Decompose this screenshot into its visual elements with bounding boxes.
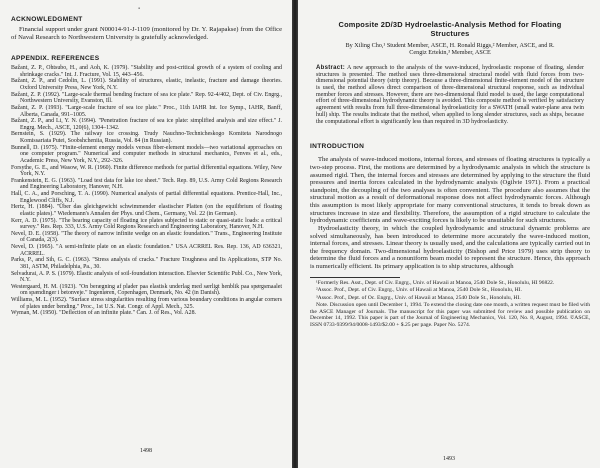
author-line: By Xiling Cho,¹ Student Member, ASCE, H. Ronald Riggs,² Member, ASCE, and R. Cengiz Ertekin,³ Member, ASCE <box>345 42 555 57</box>
reference-item: Hall, C. A., and Porsching, T. A. (1990). Numerical analysis of partial differential equations. Prentice-Hall, Inc., Englewood Cliffs, N.J. <box>11 191 282 204</box>
reference-item: Westergaard, H. M. (1923). "On berægning af plader paa elastisk underlag med særligt henblik paa spørgsmaalet om spændinger i betonveje." Ingeniøren, Copenhagen, Denmark, No. 42 (in Danish). <box>11 283 282 297</box>
intro-paragraph-1: The analysis of wave-induced motions, internal forces, and stresses of floating structures is typically a two-step process. First, the motions are determined by a hydrodynamic analysis in which the structure is assumed rigid. Then, the internal forces and stresses are determined by applying to the structure the fluid pressures and inertia forces calculated in the hydrodynamic analysis (Ogilvie 1971). From a practical standpoint, the decoupling of the two analyses is often convenient. The procedure also assumes that the structural motion as a result of deformational response does not affect hydrodynamic forces. Although this assumption is most likely appropriate for many conventional structures, it tends to break down as structures increase in size and flexibility. Therefore, the assumption of a rigid structure to calculate the hydrodynamic coefficients and wave-exciting forces is likely to be unsuitable for such structures. <box>310 156 590 225</box>
left-page <box>0 0 292 468</box>
footnote-2: ²Assoc. Prof., Dept. of Civ. Engrg., Univ. of Hawaii at Manoa, 2540 Dole St., Honolulu, HI. <box>316 287 522 294</box>
reference-item: Williams, M. L. (1952). "Surface stress singularities resulting from various boundary conditions in angular corners of plates under bending." Proc., 1st U.S. Nat. Congr. of Appl. Mech., 325. <box>11 297 282 310</box>
reference-item: Bažant, Z. P., and Cedolin, L. (1991). Stability of structures, elastic, inelastic, fracture and damage theories. Oxford University Press, New York, N.Y. <box>11 78 282 92</box>
page-tick-icon: ▪ <box>138 6 141 12</box>
reference-item: Wyman, M. (1950). "Deflection of an infinite plate." Can. J. of Res., Vol. A28. <box>11 310 197 317</box>
reference-item: Bažant, Z. P., and Li, Y. N. (1994). "Penetration fracture of sea ice plate: simplified analysis and size effect." J. Engrg. Mech., ASCE, 120(6), 1304–1342. <box>11 118 282 131</box>
abstract-label: Abstract: <box>316 64 346 71</box>
right-page <box>298 0 600 468</box>
reference-item: Hertz, H. (1884). "Über das gleichgewicht schwimmender elastischer Platten (on the equilibrium of floating elastic plates)." Wiedemann's Annalen der Phys. und Chem., Germany, Vol. 22 (in German). <box>11 204 282 217</box>
reference-item: Bernstein, S. (1929). The railway ice crossing. Trudy Nauchno-Technicheskogo Komiteta Narodnogo Komissariata Putei, Soobshcheniia, Russia, Vol. 84 (in Russian). <box>11 131 282 145</box>
page-number-left: 1498 <box>140 448 152 454</box>
reference-item: Bažant, Z. P. (1992). "Large-scale thermal bending fracture of sea ice plate." Rep. 92-4/402, Dept. of Civ. Engrg., Northwestern University, Evanston, Ill. <box>11 91 282 105</box>
intro-paragraph-2: Hydroelasticity theory, in which the coupled hydrodynamic and structural dynamic problems are solved simultaneously, has been introduced to determine more accurately the wave-induced motion, internal forces, and stresses. Linear theory is usually used, and the calculations are typically carried out in the frequency domain. Two-dimensional hydroelasticity (Bishop and Price 1979) uses strip theory to determine the fluid forces and a nonuniform beam model to represent the structure. Hence, this approach is numerically efficient. Its primary application is to ship structures, although <box>310 224 590 271</box>
reference-item: Frankenstein, E. G. (1963). "Load test data for lake ice sheet." Tech. Rep. 89, U.S. Army Cold Regions Research and Engineering Laboratory, Hanover, N.H. <box>11 177 282 191</box>
paper-title: Composite 2D/3D Hydroelastic-Analysis Method for Floating Structures <box>338 20 562 38</box>
reference-list <box>11 65 282 317</box>
footnote-note: Note. Discussion open until December 1, 1994. To extend the closing date one month, a written request must be filed with the ASCE Manager of Journals. The manuscript for this paper was submitted for review and possible publication on December 14, 1992. This paper is part of the Journal of Engineering Mechanics, Vol. 120, No. 8, August, 1994. ©ASCE, ISSN 0733-9399/94/0008-1493/$2.00 + $.25 per page. Paper No. 5274. <box>310 302 590 328</box>
footnote-rule <box>310 277 400 278</box>
acknowledgment-text: Financial support under grant N00014-91-J-1109 (monitored by Dr. Y. Rajapakse) from the Office of Naval Research to Northwestern University is gratefully acknowledged. <box>11 26 282 41</box>
reference-item: Parks, P., and Sih, G. C. (1963). "Stress analysis of cracks." Fracture Toughness and Its Applications, STP No. 381, ASTM, Philadelphia, Pa., 30. <box>11 257 282 270</box>
references-heading: APPENDIX. REFERENCES <box>11 55 100 63</box>
footnote-3: ³Assoc. Prof., Dept. of Oc. Engrg., Univ. of Hawaii at Manoa, 2540 Dole St., Honolulu, HI. <box>316 294 521 301</box>
introduction-heading: INTRODUCTION <box>310 143 365 151</box>
reference-item: Forsythe, G. E., and Wasow, W. R. (1960). Finite difference methods for partial differential equations. Wiley, New York, N.Y. <box>11 164 282 178</box>
reference-item: Nevel, D. E. (1958). "The theory of narrow infinite wedge on an elastic foundation." Trans., Engineering Institute of Canada, 2(3). <box>11 230 282 244</box>
reference-item: Nevel, D. (1965). "A semi-infinite plate on an elastic foundation." USA ACRREL Res. Rep. 136, AD 636321, ACRREL. <box>11 244 282 257</box>
abstract <box>316 65 584 125</box>
acknowledgment-heading: ACKNOWLEDGMENT <box>11 16 83 23</box>
reference-item: Kerr, A. D. (1975). "The bearing capacity of floating ice plates subjected to static or quasi-static loads: a critical survey." Res. Rep. 333, U.S. Army Cold Regions Research and Engineering Laboratory, Hanover, N.H. <box>11 217 282 231</box>
page-number-right: 1493 <box>443 456 455 462</box>
abstract-text: A new approach to the analysis of the wave-induced, hydroelastic response of floating, slender structures is presented. The method uses three-dimensional structural model with fluid forces from two-dimensional potential theory (strip theory). Because a three-dimensional finite-element model of the structure is used, the method allows direct comparison of three-dimensional structural response, such as individual member forces and stresses. However, there are two-dimensional fluid model is used, the large computational effort of three-dimensional hydrodynamic theory is avoided. This composite method is verified by satisfactory agreement with results from full three-dimensional hydroelasticity for a SWATH (small water-plane area twin hull) ship. The results indicate that the method, when applied to long slender structures, such as ships, because the computational effort is significantly less than required in 3D hydroelasticity. <box>316 64 584 125</box>
reference-item: Bažant, Z. P. (1993). "Large-scale fracture of sea ice plate." Proc., 11th IAHR Int. Ice Symp., IAHR, Banff, Alberta, Canada, 991–1005. <box>11 104 282 118</box>
reference-item: Bunnell, D. (1975). "Finite-element energy models versus fiber-element models—two variational approaches on one computer program." Numerical and computer methods in structural mechanics, Fenves et al., eds., Academic Press, New York, N.Y., 292–326. <box>11 144 282 164</box>
reference-item: Bažant, Z. P., Ohtsubo, H., and Aoh, K. (1979). "Stability and post-critical growth of a system of cooling and shrinkage cracks." Int. J. Fracture, Vol. 15, 443–456. <box>11 65 282 78</box>
footnote-1: ¹Formerly Res. Asst., Dept. of Civ. Engrg., Univ. of Hawaii at Manoa, 2540 Dole St., Honolulu, HI 96822. <box>316 279 555 286</box>
reference-item: Selvadurai, A. P. S. (1979). Elastic analysis of soil-foundation interaction. Elsevier Scientific Publ. Co., New York, N.Y. <box>11 270 282 284</box>
